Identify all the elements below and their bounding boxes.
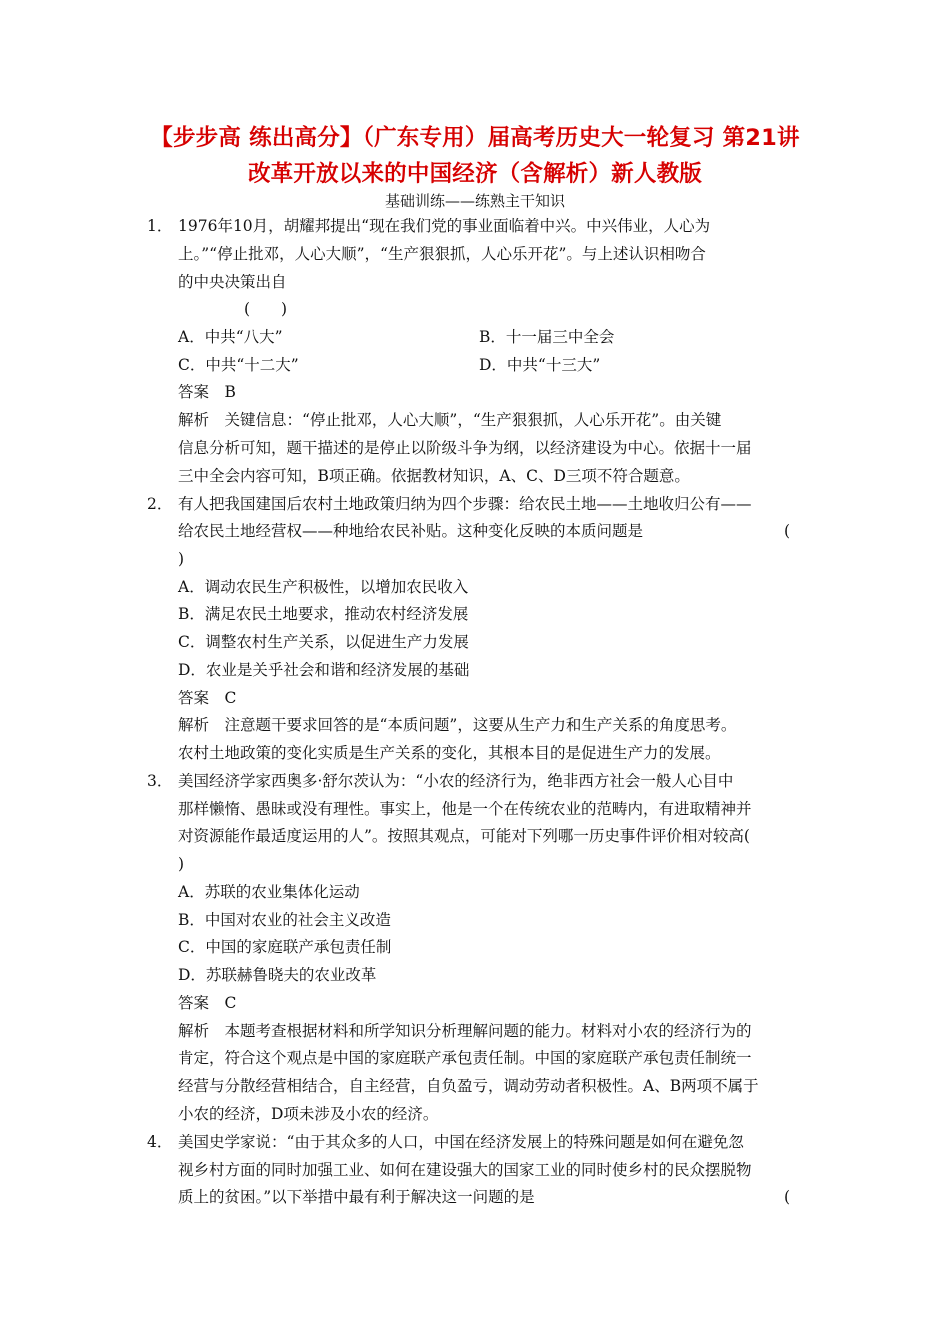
- question-stem-line: 1976年10月，胡耀邦提出“现在我们党的事业面临着中兴。中兴伟业，人心为: [178, 217, 711, 235]
- answer-line: 答案 B: [178, 383, 236, 401]
- option-d: D．农业是关乎社会和谐和经济发展的基础: [178, 661, 470, 679]
- answer-line: 答案 C: [178, 994, 237, 1012]
- analysis-line: 解析 关键信息：“停止批邓，人心大顺”，“生产狠狠抓，人心乐开花”。由关键: [178, 411, 722, 429]
- question-stem-line: 有人把我国建国后农村土地政策归纳为四个步骤：给农民土地——土地收归公有——: [178, 495, 752, 513]
- option-c: C．调整农村生产关系，以促进生产力发展: [178, 633, 469, 651]
- question-stem-line: 的中央决策出自: [178, 273, 287, 291]
- analysis-line: 农村土地政策的变化实质是生产关系的变化，其根本目的是促进生产力的发展。: [178, 744, 721, 762]
- section-subtitle: 基础训练——练熟主干知识: [384, 192, 565, 210]
- analysis-line: 解析 注意题干要求回答的是“本质问题”，这要从生产力和生产关系的角度思考。: [178, 716, 737, 734]
- option-c: C．中共“十二大”: [178, 356, 299, 374]
- question-stem-line: 上。”“停止批邓，人心大顺”，“生产狠狠抓，人心乐开花”。与上述认识相吻合: [178, 245, 706, 263]
- question-number: 1．: [147, 217, 173, 235]
- question-stem-line: 美国经济学家西奥多·舒尔茨认为：“小农的经济行为，绝非西方社会一般人心目中: [178, 772, 734, 790]
- option-b: B．满足农民土地要求，推动农村经济发展: [178, 605, 469, 623]
- question-stem-line: 给农民土地经营权——种地给农民补贴。这种变化反映的本质问题是: [178, 522, 644, 540]
- analysis-line: 三中全会内容可知，B项正确。依据教材知识，A、C、D三项不符合题意。: [178, 467, 690, 485]
- analysis-line: 小农的经济，D项未涉及小农的经济。: [178, 1105, 439, 1123]
- answer-bracket-close: ): [178, 855, 185, 873]
- document-title-line-2: 改革开放以来的中国经济（含解析）新人教版: [247, 161, 702, 187]
- answer-bracket: ( ): [244, 300, 288, 318]
- option-d: D．苏联赫鲁晓夫的农业改革: [178, 966, 377, 984]
- question-stem-line: 美国史学家说：“由于其众多的人口，中国在经济发展上的特殊问题是如何在避免忽: [178, 1133, 744, 1151]
- analysis-line: 解析 本题考查根据材料和所学知识分析理解问题的能力。材料对小农的经济行为的: [178, 1022, 752, 1040]
- question-number: 4．: [147, 1133, 173, 1151]
- option-a: A．苏联的农业集体化运动: [178, 883, 360, 901]
- answer-line: 答案 C: [178, 689, 237, 707]
- document-title-line-1: 【步步高 练出高分】（广东专用）届高考历史大一轮复习 第21讲: [150, 125, 800, 151]
- option-b: B．中国对农业的社会主义改造: [178, 911, 391, 929]
- analysis-line: 信息分析可知，题干描述的是停止以阶级斗争为纲，以经济建设为中心。依据十一届: [178, 439, 752, 457]
- answer-bracket-open: (: [784, 522, 791, 540]
- analysis-line: 经营与分散经营相结合，自主经营，自负盈亏，调动劳动者积极性。A、B两项不属于: [178, 1077, 759, 1095]
- question-stem-line: 视乡村方面的同时加强工业、如何在建设强大的国家工业的同时使乡村的民众摆脱物: [178, 1161, 752, 1179]
- question-number: 3．: [147, 772, 173, 790]
- option-c: C．中国的家庭联产承包责任制: [178, 938, 392, 956]
- option-b: B．十一届三中全会: [479, 328, 615, 346]
- answer-bracket-close: ): [178, 550, 185, 568]
- option-a: A．中共“八大”: [178, 328, 283, 346]
- analysis-line: 肯定，符合这个观点是中国的家庭联产承包责任制。中国的家庭联产承包责任制统一: [178, 1049, 752, 1067]
- answer-bracket-open: (: [784, 1188, 791, 1206]
- question-number: 2．: [147, 495, 173, 513]
- question-stem-line: 对资源能作最适度运用的人”。按照其观点，可能对下列哪一历史事件评价相对较高(: [178, 827, 750, 845]
- question-stem-line: 那样懒惰、愚昧或没有理性。事实上，他是一个在传统农业的范畴内，有进取精神并: [178, 800, 752, 818]
- option-a: A．调动农民生产积极性，以增加农民收入: [178, 578, 469, 596]
- question-stem-line: 质上的贫困。”以下举措中最有利于解决这一问题的是: [178, 1188, 535, 1206]
- option-d: D．中共“十三大”: [479, 356, 601, 374]
